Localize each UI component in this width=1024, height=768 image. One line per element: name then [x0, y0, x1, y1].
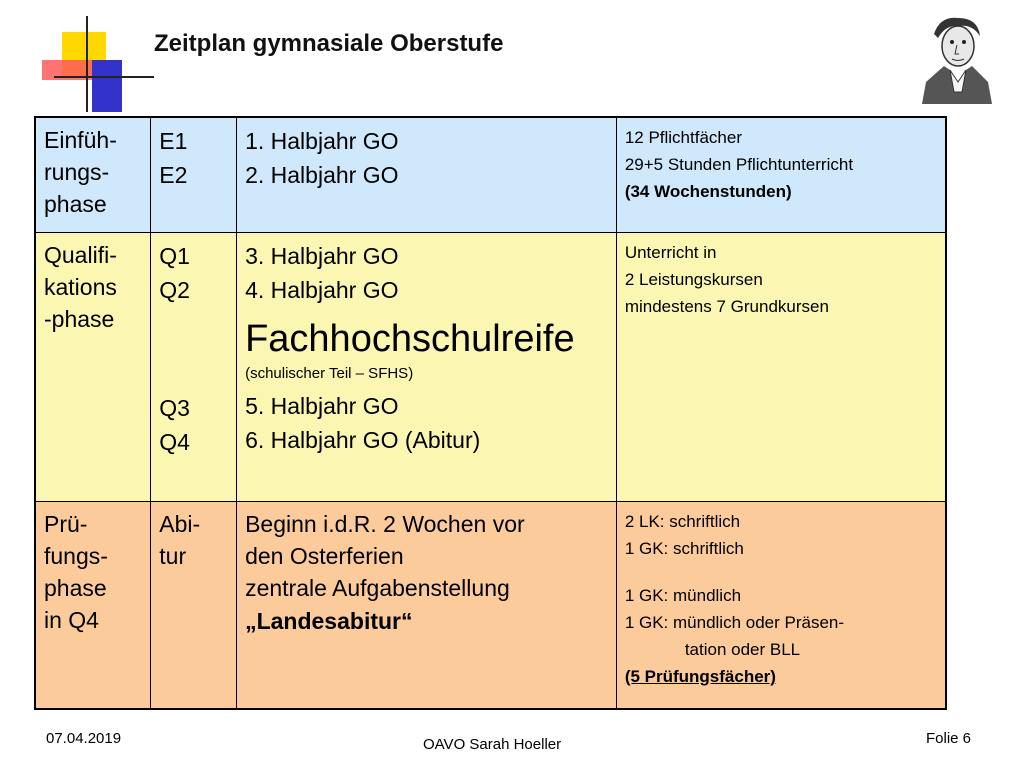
code-label: Q3 [159, 395, 190, 421]
term-label: 2. Halbjahr GO [245, 162, 399, 188]
cell-codes [151, 233, 237, 502]
code-label: E2 [159, 162, 188, 188]
term-label: 6. Halbjahr GO (Abitur) [245, 427, 481, 453]
note-line: 12 Pflichtfächer [624, 128, 742, 147]
table-row-pruefungsphase [35, 502, 946, 710]
phase-line: phase [44, 191, 107, 217]
phase-line: fungs- [44, 543, 108, 569]
phase-line: Prü- [44, 511, 88, 537]
phase-line: Einfüh- [44, 127, 117, 153]
landesabitur-label: „Landesabitur“ [245, 608, 413, 634]
fhs-note: (schulischer Teil – SFHS) [245, 365, 414, 382]
code-label: tur [159, 543, 187, 569]
cell-terms [237, 117, 617, 233]
cell-notes [616, 117, 946, 233]
footer-date: 07.04.2019 [46, 730, 122, 747]
decor-vertical-line [86, 16, 88, 112]
phase-line: in Q4 [44, 607, 99, 633]
decor-blue-square [92, 60, 122, 112]
note-line: mindestens 7 Grundkursen [624, 297, 829, 316]
cell-terms [237, 502, 617, 710]
term-label: 4. Halbjahr GO [245, 277, 399, 303]
term-label: 1. Halbjahr GO [245, 128, 399, 154]
decor-horizontal-line [54, 76, 154, 78]
schedule-table [34, 116, 947, 710]
table-row-einfuehrungsphase [35, 117, 946, 233]
cell-phase [35, 117, 151, 233]
cell-notes [616, 502, 946, 710]
code-label: Q1 [159, 243, 190, 269]
term-label: zentrale Aufgabenstellung [245, 575, 510, 601]
note-line: 2 Leistungskursen [624, 270, 763, 289]
code-label: Abi- [159, 511, 201, 537]
cell-terms [237, 233, 617, 502]
cell-phase [35, 502, 151, 710]
term-label: 3. Halbjahr GO [245, 243, 399, 269]
table-row-qualifikationsphase [35, 233, 946, 502]
code-label: E1 [159, 128, 188, 154]
note-line: 2 LK: schriftlich [624, 512, 741, 531]
note-line: 1 GK: schriftlich [624, 539, 744, 558]
phase-line: rungs- [44, 159, 110, 185]
note-line: (34 Wochenstunden) [624, 182, 792, 201]
cell-phase [35, 233, 151, 502]
note-line: (5 Prüfungsfächer) [624, 667, 776, 686]
note-line: 1 GK: mündlich [624, 586, 742, 605]
phase-line: kations [44, 274, 117, 300]
term-label: den Osterferien [245, 543, 404, 569]
note-line: 29+5 Stunden Pflichtunterricht [624, 155, 854, 174]
phase-line: -phase [44, 306, 115, 332]
cell-codes [151, 117, 237, 233]
term-label: Beginn i.d.R. 2 Wochen vor [245, 511, 525, 537]
note-line: tation oder BLL [684, 640, 801, 659]
fachhochschulreife-heading: Fachhochschulreife [245, 318, 575, 360]
cell-notes [616, 233, 946, 502]
term-label: 5. Halbjahr GO [245, 393, 399, 419]
code-label: Q2 [159, 277, 190, 303]
note-line: 1 GK: mündlich oder Präsen- [624, 613, 845, 632]
footer-author: OAVO Sarah Hoeller [423, 736, 562, 753]
cell-codes [151, 502, 237, 710]
phase-line: Qualifi- [44, 242, 117, 268]
portrait-illustration [920, 12, 992, 104]
footer-slide-number: Folie 6 [926, 730, 972, 747]
code-label: Q4 [159, 429, 190, 455]
note-line: Unterricht in [624, 243, 717, 262]
phase-line: phase [44, 575, 107, 601]
slide-title: Zeitplan gymnasiale Oberstufe [154, 30, 504, 57]
